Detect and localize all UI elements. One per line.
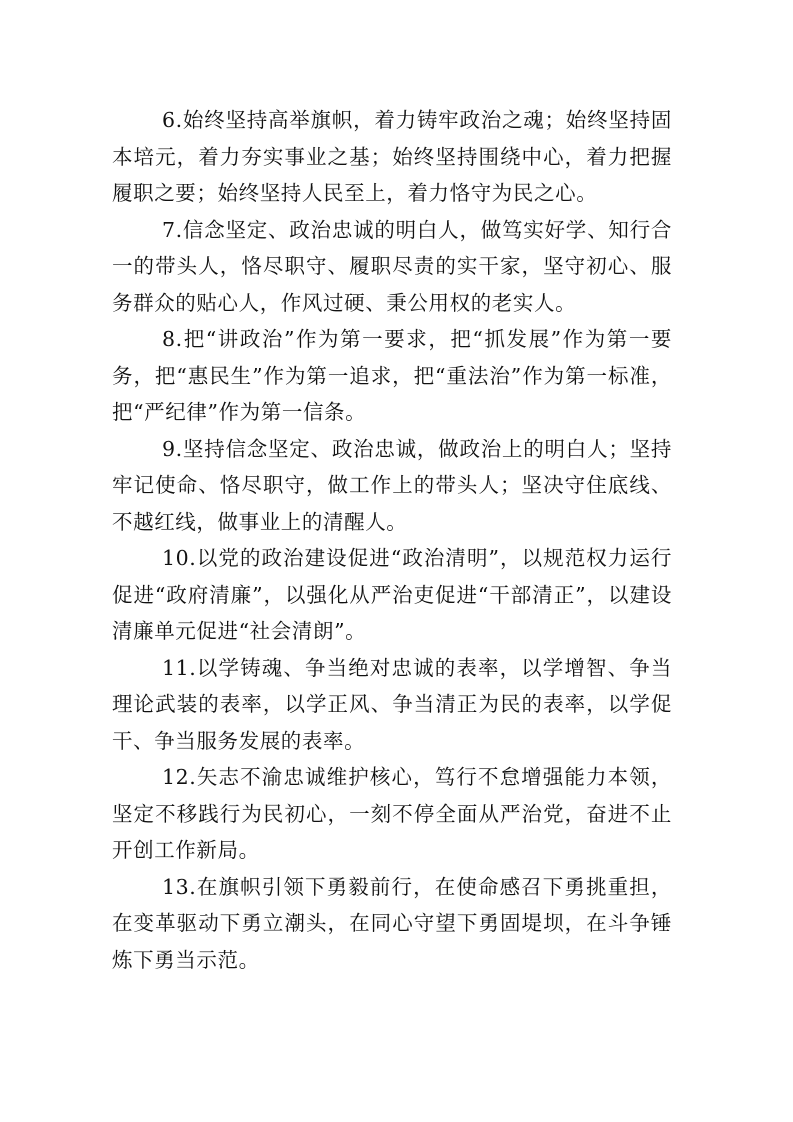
paragraph-8: 8.把“讲政治”作为第一要求，把“抓发展”作为第一要务，把“惠民生”作为第一追求，把“重法治”作为第一标准，把“严纪律”作为第一信条。 xyxy=(112,327,672,424)
paragraph-13: 13.在旗帜引领下勇毅前行，在使命感召下勇挑重担，在变革驱动下勇立潮头，在同心守望下勇固堤坝，在斗争锤炼下勇当示范。 xyxy=(112,874,672,972)
paragraph-12: 12.矢志不渝忠诚维护核心，笃行不怠增强能力本领，坚定不移践行为民初心，一刻不停全面从严治党，奋进不止开创工作新局。 xyxy=(112,765,672,862)
paragraph-7: 7.信念坚定、政治忠诚的明白人，做笃实好学、知行合一的带头人，恪尽职守、履职尽责的实干家，坚守初心、服务群众的贴心人，作风过硬、秉公用权的老实人。 xyxy=(112,217,672,315)
paragraph-6: 6.始终坚持高举旗帜，着力铸牢政治之魂；始终坚持固本培元，着力夯实事业之基；始终坚持围绕中心，着力把握履职之要；始终坚持人民至上，着力恪守为民之心。 xyxy=(112,108,672,205)
paragraph-9: 9.坚持信念坚定、政治忠诚，做政治上的明白人；坚持牢记使命、恪尽职守，做工作上的带头人；坚决守住底线、不越红线，做事业上的清醒人。 xyxy=(112,436,672,534)
paragraph-11: 11.以学铸魂、争当绝对忠诚的表率，以学增智、争当理论武装的表率，以学正风、争当清正为民的表率，以学促干、争当服务发展的表率。 xyxy=(112,655,672,753)
paragraph-10: 10.以党的政治建设促进“政治清明”，以规范权力运行促进“政府清廉”，以强化从严治吏促进“干部清正”，以建设清廉单元促进“社会清朗”。 xyxy=(112,546,672,643)
document-body xyxy=(112,102,672,978)
